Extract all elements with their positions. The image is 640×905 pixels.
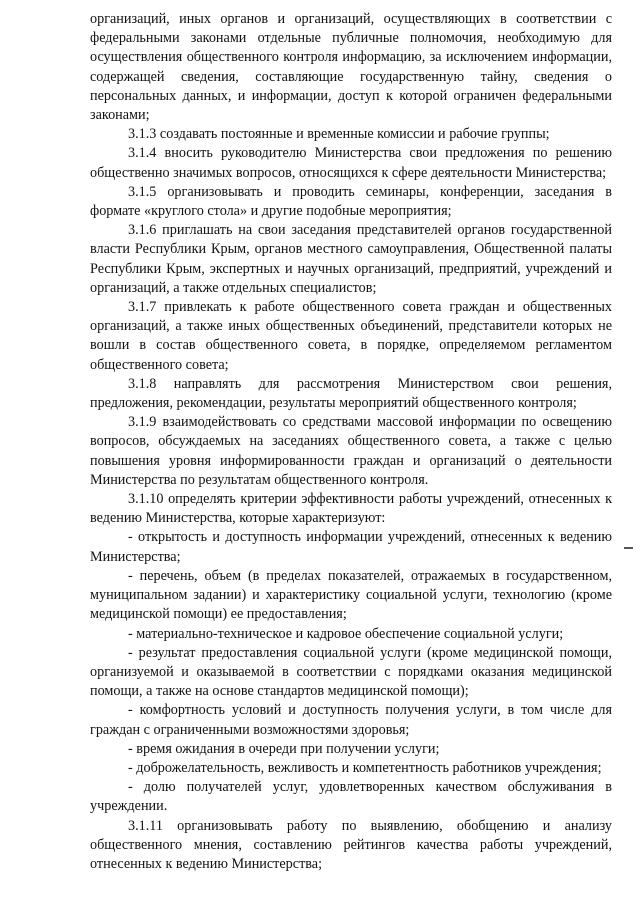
list-item-staff-courtesy: - доброжелательность, вежливость и компетентность работников учреждения; [128, 759, 602, 776]
paragraph-3-1-11: 3.1.11 организовывать работу по выявлению, обобщению и анализу общественного мнения, составлению рейтингов качества работы учреждений, отнесенных к ведению Министерства; [90, 817, 612, 872]
list-item-openness: - открытость и доступность информации учреждений, отнесенных к ведению Министерства; [90, 529, 612, 565]
list-item-comfort: - комфортность условий и доступность получения услуги, в том числе для граждан с ограниченными возможностями здоровья; [90, 702, 612, 738]
paragraph-3-1-8: 3.1.8 направлять для рассмотрения Министерством свои решения, предложения, рекомендации, результаты мероприятий общественного контроля; [90, 375, 612, 412]
list-item-satisfaction: - долю получателей услуг, удовлетворенных качеством обслуживания в учреждении. [90, 779, 612, 815]
paragraph-3-1-6: 3.1.6 приглашать на свои заседания представителей органов государственной власти Республики Крым, органов местного самоуправления, Общественной палаты Республики Крым, экспертных и научных организаций, предприятий, учреждений и организаций, а также отдельных специалистов; [90, 222, 612, 296]
paragraph-3-1-7: 3.1.7 привлекать к работе общественного совета граждан и общественных организаций, а также иных общественных объединений, представители которых не вошли в состав общественного совета, в порядке, определяемом регламентом общественного совета; [90, 299, 612, 373]
paragraph-3-1-3: 3.1.3 создавать постоянные и временные комиссии и рабочие группы; [128, 126, 550, 143]
margin-mark [624, 547, 633, 549]
list-item-waiting-time: - время ожидания в очереди при получении услуги; [128, 740, 440, 757]
list-item-material-support: - материально-техническое и кадровое обеспечение социальной услуги; [128, 625, 564, 642]
document-body [90, 10, 612, 874]
list-item-service-scope: - перечень, объем (в пределах показателей, отражаемых в государственном, муниципальном задании) и характеристику социальной услуги, технологию (кроме медицинской помощи) ее предоставления; [90, 567, 612, 623]
paragraph-3-1-10: 3.1.10 определять критерии эффективности работы учреждений, отнесенных к ведению Министерства, которые характеризуют: [90, 491, 612, 527]
paragraph-3-1-9: 3.1.9 взаимодействовать со средствами массовой информации по освещению вопросов, обсуждаемых на заседаниях общественного совета, а также с целью повышения уровня информированности граждан и организаций о деятельности Министерства по результатам общественного контроля. [90, 414, 612, 488]
paragraph-3-1-5: 3.1.5 организовывать и проводить семинары, конференции, заседания в формате «круглого стола» и другие подобные мероприятия; [90, 183, 612, 220]
paragraph-3-1-4: 3.1.4 вносить руководителю Министерства свои предложения по решению общественно значимых вопросов, относящихся к сфере деятельности Министерства; [90, 145, 612, 181]
list-item-service-result: - результат предоставления социальной услуги (кроме медицинской помощи, организуемой и оказываемой в соответствии с порядками оказания медицинской помощи, а также на основе стандартов медицинской помощи); [90, 644, 612, 700]
paragraph-continuation: организаций, иных органов и организаций, осуществляющих в соответствии с федеральными законами отдельные публичные полномочия, необходимую для осуществления общественного контроля информацию, за исключением информации, содержащей сведения, составляющие государственную тайну, сведения о персональных данных, и информации, доступ к которой ограничен федеральными законами; [90, 11, 612, 124]
